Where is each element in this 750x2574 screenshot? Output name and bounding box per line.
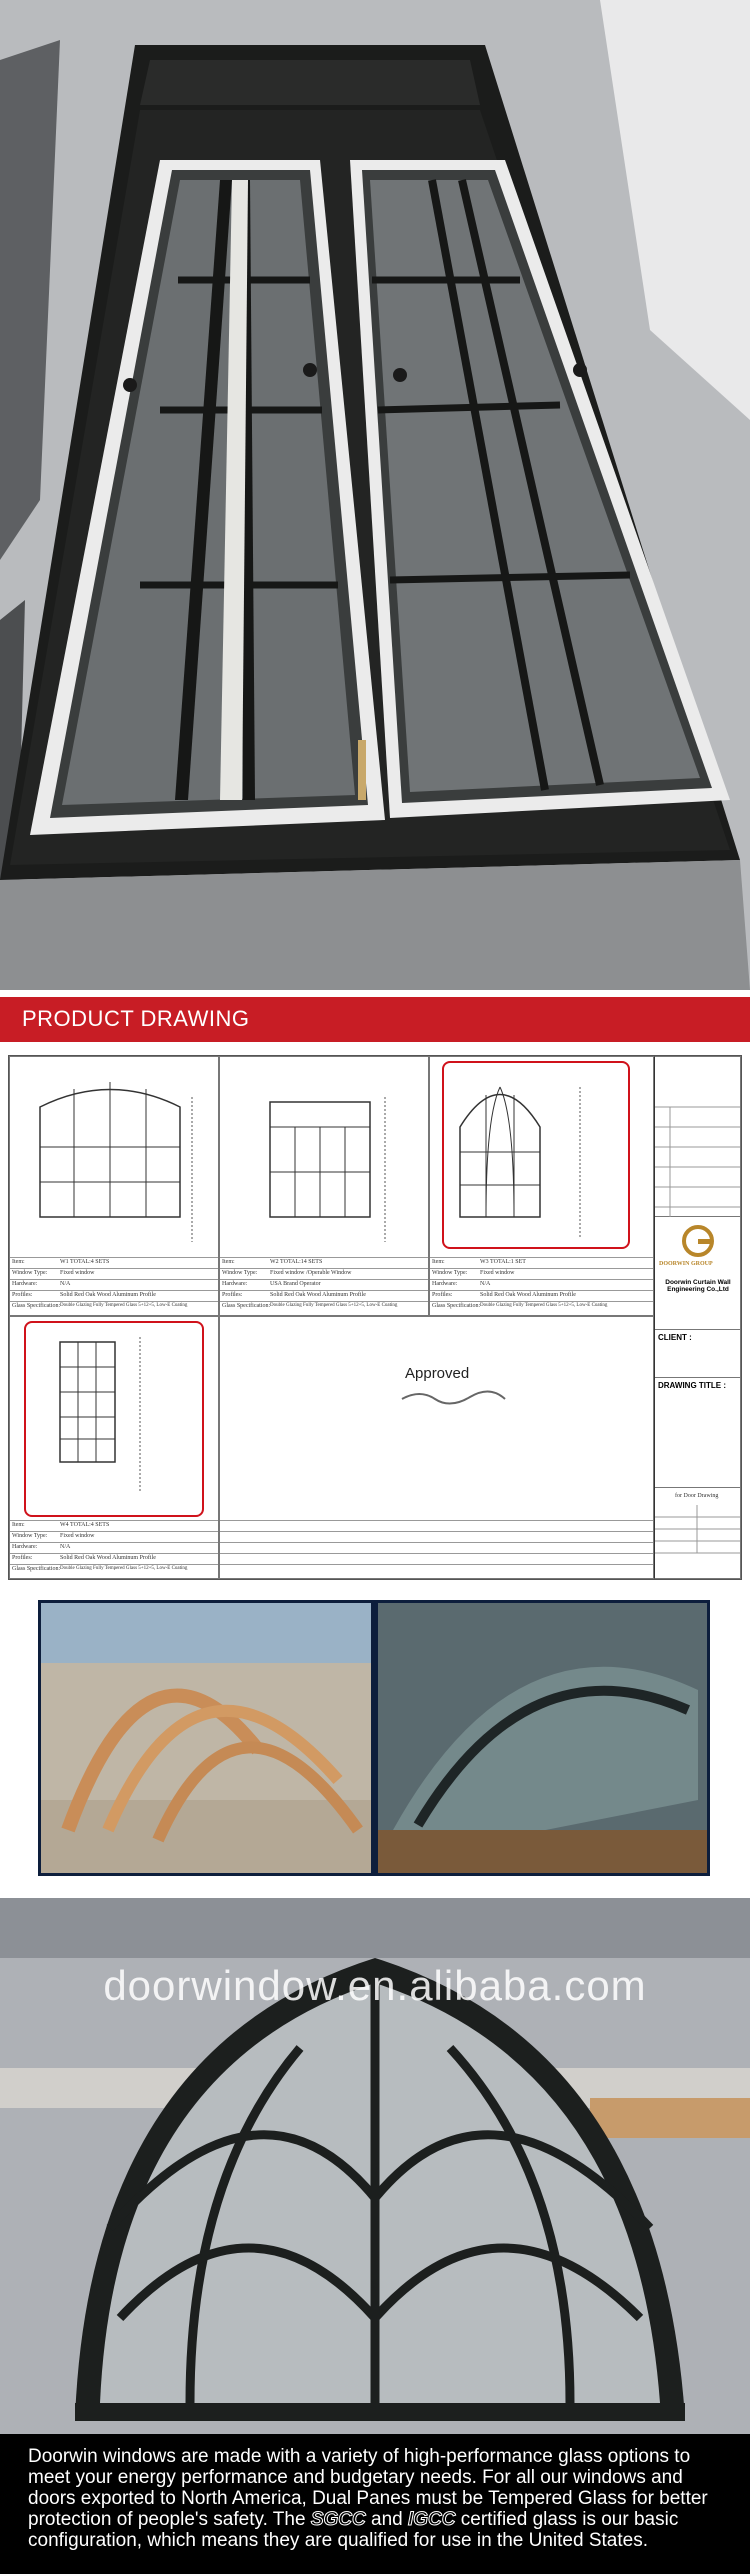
approval-cell xyxy=(219,1316,654,1579)
igcc-mark: IGCC xyxy=(408,2509,456,2530)
w1-item: W1 TOTAL:4 SETS xyxy=(60,1259,110,1265)
w1-glass: Double Glazing Fully Tempered Glass 5+12+5, Low-E Coating xyxy=(60,1303,188,1308)
w3-glass: Double Glazing Fully Tempered Glass 5+12+5, Low-E Coating xyxy=(480,1303,608,1308)
caption-and: and xyxy=(371,2509,403,2530)
label-window-type: Window Type: xyxy=(12,1270,48,1276)
drawing-cell-w3 xyxy=(429,1056,654,1316)
label-item: Item: xyxy=(12,1259,25,1265)
w4-item: W4 TOTAL:4 SETS xyxy=(60,1522,110,1528)
highlight-box-w3 xyxy=(442,1061,630,1249)
caption-text-part1: Doorwin windows are made with a variety of high-performance glass options to meet your energy performance and budgetary needs. For all our windows and doors exported to North America, Dual Panes must be Tempered Glass for better protection of people's safety. The xyxy=(28,2446,708,2530)
drawing-cell-w1 xyxy=(9,1056,219,1316)
label-glass: Glass Specification: xyxy=(12,1566,61,1572)
label-glass: Glass Specification: xyxy=(222,1303,271,1309)
hero-window-photo xyxy=(0,0,750,990)
label-profiles: Profiles: xyxy=(12,1292,33,1298)
w3-item: W3 TOTAL:1 SET xyxy=(480,1259,526,1265)
drawing-cell-w4 xyxy=(9,1316,219,1579)
black-casement-window-image xyxy=(0,0,750,990)
label-profiles: Profiles: xyxy=(12,1555,33,1561)
product-drawing-sheet xyxy=(8,1055,742,1580)
label-window-type: Window Type: xyxy=(12,1533,48,1539)
w3-profiles: Solid Red Oak Wood Aluminum Profile xyxy=(480,1292,576,1298)
production-photo-strip xyxy=(38,1600,710,1876)
label-glass: Glass Specification: xyxy=(12,1303,61,1309)
company-name: Doorwin Curtain Wall Engineering Co.,Ltd xyxy=(665,1279,731,1293)
w4-hardware: N/A xyxy=(60,1544,71,1550)
label-profiles: Profiles: xyxy=(432,1292,453,1298)
gothic-window-photo xyxy=(0,1898,750,2434)
sgcc-mark: SGCC xyxy=(310,2509,366,2530)
caption-text-part2: certified glass is our basic configuration, which means they are qualified for use in the United States. xyxy=(28,2509,679,2551)
label-hardware: Hardware: xyxy=(12,1281,38,1287)
doorwin-logo-icon xyxy=(682,1225,714,1257)
revision-table xyxy=(655,1057,740,1217)
caption-block xyxy=(0,2434,750,2574)
label-hardware: Hardware: xyxy=(222,1281,248,1287)
label-item: Item: xyxy=(432,1259,445,1265)
sheet-title: for Door Drawing xyxy=(675,1493,719,1499)
section-banner xyxy=(0,997,750,1042)
highlight-box-w4 xyxy=(24,1321,204,1517)
label-hardware: Hardware: xyxy=(432,1281,458,1287)
watermark-text: doorwindow.en.alibaba.com xyxy=(103,1962,647,2009)
w4-profiles: Solid Red Oak Wood Aluminum Profile xyxy=(60,1555,156,1561)
w3-hardware: N/A xyxy=(480,1281,491,1287)
w4-type: Fixed window xyxy=(60,1533,95,1539)
w2-type: Fixed window /Operable Window xyxy=(270,1270,352,1276)
approval-grid xyxy=(655,1505,740,1580)
signature-image xyxy=(400,1387,510,1407)
w2-glass: Double Glazing Fully Tempered Glass 5+12+5, Low-E Coating xyxy=(270,1303,398,1308)
w1-type: Fixed window xyxy=(60,1270,95,1276)
revision-grid xyxy=(655,1057,740,1217)
label-item: Item: xyxy=(222,1259,235,1265)
approved-stamp: Approved xyxy=(405,1365,470,1382)
w2-profiles: Solid Red Oak Wood Aluminum Profile xyxy=(270,1292,366,1298)
label-profiles: Profiles: xyxy=(222,1292,243,1298)
label-window-type: Window Type: xyxy=(432,1270,468,1276)
client-label: CLIENT : xyxy=(658,1333,692,1342)
drawing-title-label: DRAWING TITLE : xyxy=(658,1381,726,1390)
drawing-cell-w2 xyxy=(219,1056,429,1316)
w1-elevation-drawing xyxy=(10,1057,218,1257)
w2-elevation-drawing xyxy=(220,1057,428,1257)
label-hardware: Hardware: xyxy=(12,1544,38,1550)
w1-profiles: Solid Red Oak Wood Aluminum Profile xyxy=(60,1292,156,1298)
banner-title: PRODUCT DRAWING xyxy=(22,1006,250,1031)
label-window-type: Window Type: xyxy=(222,1270,258,1276)
label-glass: Glass Specification: xyxy=(432,1303,481,1309)
w4-glass: Double Glazing Fully Tempered Glass 5+12+5, Low-E Coating xyxy=(60,1566,188,1571)
w3-type: Fixed window xyxy=(480,1270,515,1276)
title-block xyxy=(654,1056,741,1579)
w1-hardware: N/A xyxy=(60,1281,71,1287)
w2-item: W2 TOTAL:14 SETS xyxy=(270,1259,323,1265)
w2-hardware: USA Brand Operator xyxy=(270,1281,321,1287)
label-item: Item: xyxy=(12,1522,25,1528)
arched-frames-and-glass-photo xyxy=(38,1600,710,1876)
company-group: DOORWIN GROUP xyxy=(659,1261,713,1267)
